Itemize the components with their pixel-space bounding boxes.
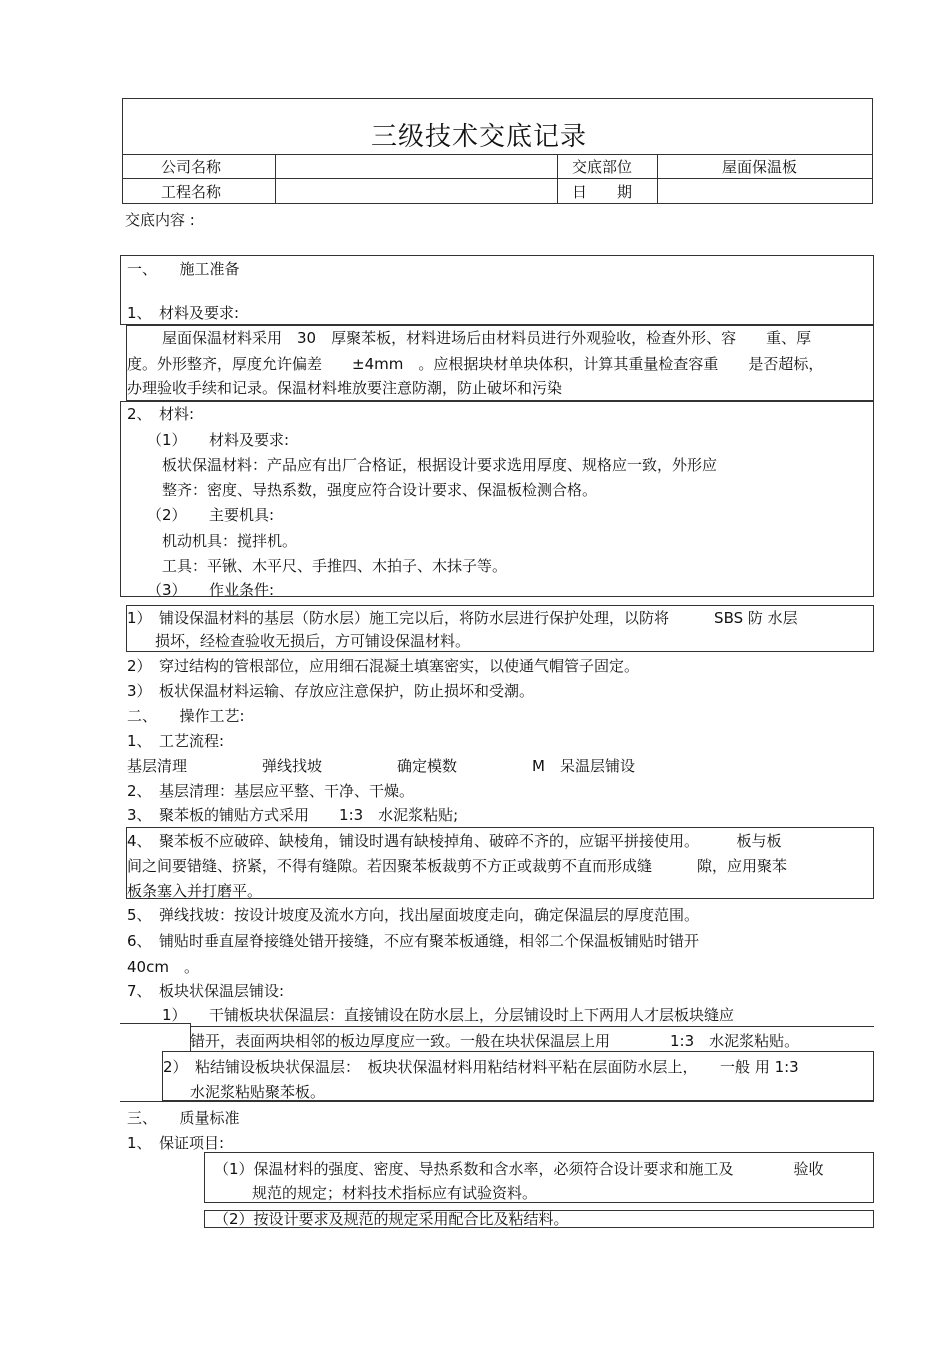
disclosure-part-label: 交底部位 [572,158,633,176]
col-divider [657,154,658,204]
body-line: 5、 弹线找坡：按设计坡度及流水方向，找出屋面坡度走向，确定保温层的厚度范围。 [127,906,700,924]
content-label: 交底内容 : [125,211,195,229]
body-line: 规范的规定；材料技术指标应有试验资料。 [252,1184,538,1202]
body-line: 4、 聚苯板不应破碎、缺棱角，铺设时遇有缺棱掉角、破碎不齐的，应锯平拼接使用。 板与板 [127,832,782,850]
body-line: 1、 工艺流程: [127,732,225,750]
body-line: 1、 材料及要求: [127,304,240,322]
body-line: 1） 干铺板块状保温层：直接铺设在防水层上，分层铺设时上下两用人才层板块缝应 [162,1006,735,1024]
body-line: 间之间要错缝、挤紧，不得有缝隙。若因聚苯板裁剪不方正或裁剪不直而形成缝 隙，应用聚苯 [127,857,788,875]
page-title: 三级技术交底记录 [371,122,588,152]
section-heading: 三、 质量标准 [127,1109,240,1127]
body-line: 机动机具：搅拌机。 [162,532,298,550]
rule-line [120,1101,874,1102]
body-line: 2、 材料: [127,405,195,423]
body-line: 40cm 。 [127,958,199,976]
body-line: 度。外形整齐，厚度允许偏差 ±4mm 。应根据块材单块体积，计算其重量检查容重 是否超标， [127,355,824,373]
process-flow: 基层清理 弹线找坡 确定模数 M 呆温层铺设 [127,757,635,775]
body-line: （1） 材料及要求: [147,431,290,449]
section-heading: 二、 操作工艺: [127,707,245,725]
row-divider [122,178,873,179]
body-line: 办理验收手续和记录。保温材料堆放要注意防潮，防止破坏和污染 [127,379,563,397]
project-name-label: 工程名称 [161,183,222,201]
body-line: （3） 作业条件: [147,581,275,599]
body-line: 2） 粘结铺设板块状保温层： 板块状保温材料用粘结材料平粘在层面防水层上， 一般 用 1:3 [163,1058,799,1076]
body-line: 6、 铺贴时垂直屋脊接缝处错开接缝，不应有聚苯板通缝，相邻二个保温板铺贴时错开 [127,932,700,950]
body-line: 1） 铺设保温材料的基层（防水层）施工完以后，将防水层进行保护处理，以防将 SBS 防 水层 [127,609,798,627]
section-heading: 一、 施工准备 [127,260,240,278]
body-line: 整齐：密度、导热系数，强度应符合设计要求、保温板检测合格。 [162,481,598,499]
body-line: 水泥浆粘贴聚苯板。 [190,1083,326,1101]
body-line: （2） 主要机具: [147,506,275,524]
row-divider [122,154,873,155]
body-line: 2） 穿过结构的管根部位，应用细石混凝土填塞密实，以使通气帽管子固定。 [127,657,640,675]
body-line: 板条塞入并打磨平。 [127,882,263,900]
body-line: 错开，表面两块相邻的板边厚度应一致。一般在块状保温层上用 1:3 水泥浆粘贴。 [190,1032,800,1050]
date-label: 日 期 [572,183,633,201]
body-line: 3） 板状保温材料运输、存放应注意保护，防止损坏和受潮。 [127,682,535,700]
body-line: 损坏，经检查验收无损后，方可铺设保温材料。 [155,632,471,650]
body-line: 工具：平锹、木平尺、手推四、木拍子、木抹子等。 [162,557,508,575]
disclosure-part-value: 屋面保温板 [722,158,798,176]
body-line: （2）按设计要求及规范的规定采用配合比及粘结料。 [214,1210,569,1228]
company-name-label: 公司名称 [161,158,222,176]
body-line: 3、 聚苯板的铺贴方式采用 1:3 水泥浆粘贴; [127,806,459,824]
body-line: 1、 保证项目: [127,1134,225,1152]
col-divider [275,154,276,204]
body-line: 屋面保温材料采用 30 厚聚苯板，材料进场后由材料员进行外观验收，检查外形、容 重、厚 [162,329,812,347]
col-divider [557,154,558,204]
rule-line [190,1026,874,1027]
body-line: 7、 板块状保温层铺设: [127,982,285,1000]
body-line: 2、 基层清理：基层应平整、干净、干燥。 [127,782,415,800]
body-line: （1）保温材料的强度、密度、导热系数和含水率，必须符合设计要求和施工及 验收 [214,1160,824,1178]
body-line: 板状保温材料：产品应有出厂合格证，根据设计要求选用厚度、规格应一致，外形应 [162,456,718,474]
